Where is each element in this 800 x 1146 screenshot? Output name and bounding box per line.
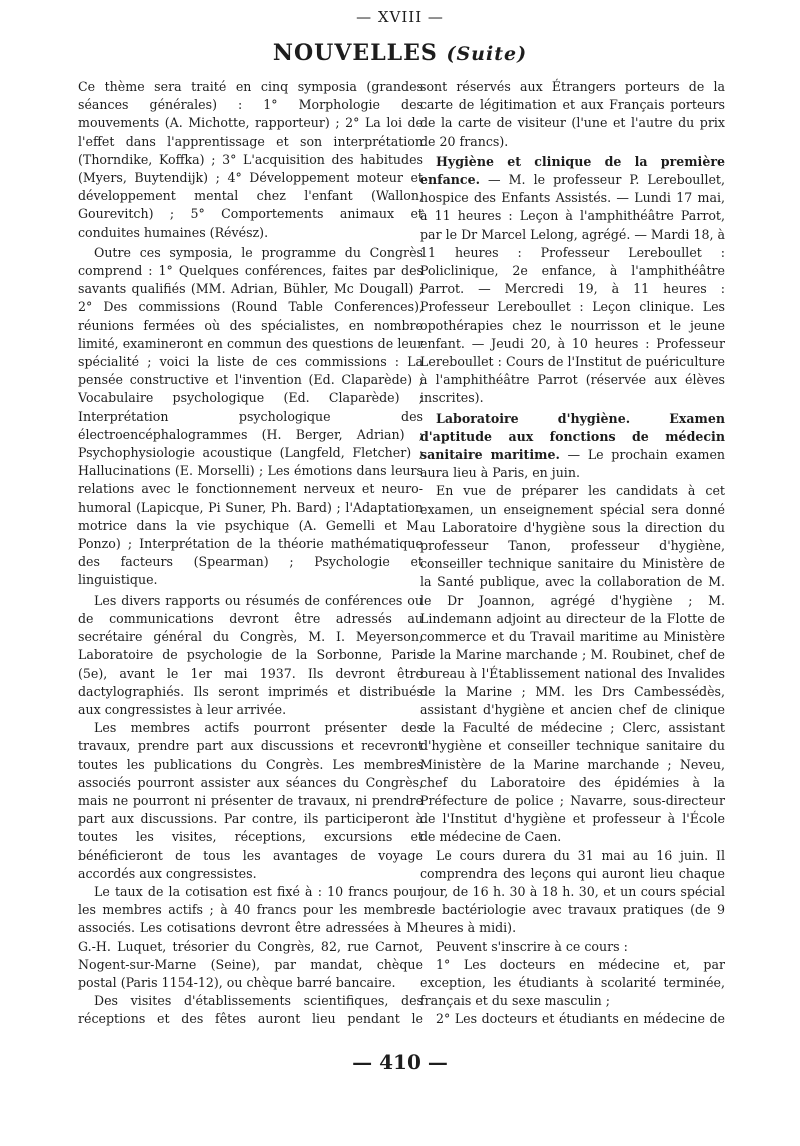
paragraph: Le cours durera du 31 mai au 16 juin. Il comprendra des leçons qui auront lieu chaque jour, de 16 h. 30 à 18 h. 30, et un cours spécial de bactériologie avec travaux pratiques (de 9 heures à midi). bbox=[420, 847, 725, 936]
paragraph: En vue de préparer les candidats à cet examen, un enseignement spécial sera donné au Laboratoire d'hygiène sous la direction du professeur Tanon, professeur d'hygiène, conseiller technique sanitaire du Ministère de la Santé publique, avec la collaboration de M. le Dr Joannon, agrégé d'hygiène ; M. Lindemann adjoint au directeur de la Flotte de commerce et du Travail maritime au Ministère de la Marine marchande ; M. Roubinet, chef de bureau à l'Établissement national des Invalides de la Marine ; MM. les Drs Cambessédès, assistant d'hygiène et ancien chef de clinique de la Faculté de médecine ; Clerc, assistant d'hygiène et conseiller technique sanitaire du Ministère de la Marine marchande ; Neveu, chef du Laboratoire des épidémies à la Préfecture de police ; Navarre, sous-directeur de l'Institut d'hygiène et professeur à l'École de médecine de Caen. bbox=[420, 483, 725, 845]
left-column bbox=[78, 78, 423, 1028]
paragraph: Le taux de la cotisation est fixé à : 10 francs pour les membres actifs ; à 40 francs pour les membres associés. Les cotisations devront être adressées à M. G.-H. Luquet, trésorier du Congrès, 82, rue Carnot, Nogent-sur-Marne (Seine), par mandat, chèque postal (Paris 1154-12), ou chèque barré bancaire. bbox=[78, 883, 423, 990]
list-item: 2° Les docteurs et étudiants en médecine de bbox=[436, 1011, 725, 1027]
paragraph: Les divers rapports ou résumés de conférences ou de communications devront être adressés au secrétaire général du Congrès, M. I. Meyerson, Laboratoire de psychologie de la Sorbonne, Paris (5e), avant le 1er mai 1937. Ils devront être dactylographiés. Ils seront imprimés et distribués aux congressistes à leur arrivée. bbox=[78, 592, 423, 717]
section-title-suite: (Suite) bbox=[446, 43, 528, 65]
paragraph: Des visites d'établissements scientifiques, des réceptions et des fêtes auront lieu pendant le bbox=[78, 993, 423, 1027]
paragraph: Les membres actifs pourront présenter des travaux, prendre part aux discussions et recevront toutes les publications du Congrès. Les membres associés pourront assister aux séances du Congrès, mais ne pourront ni présenter de travaux, ni prendre part aux discussions. Par contre, ils participeront à toutes les visites, réceptions, excursions et bénéficieront de tous les avantages de voyage accordés aux congressistes. bbox=[78, 720, 423, 881]
heading-laboratoire-hygiene: Laboratoire d'hygiène. Examen d'aptitude aux fonctions de médecin sanitaire maritime. bbox=[420, 410, 725, 463]
paragraph: Peuvent s'inscrire à ce cours : bbox=[436, 938, 628, 954]
page-number: — 410 — bbox=[352, 1050, 448, 1074]
paragraph-hygiene-enfance bbox=[420, 153, 725, 408]
paragraph: Ce thème sera traité en cinq symposia (grandes séances générales) : 1° Morphologie des mouvements (A. Michotte, rapporteur) ; 2° La loi de l'effet dans l'apprentissage et son interprétation (Thorndike, Koffka) ; 3° L'acquisition des habitudes (Myers, Buytendijk) ; 4° Développement moteur et développement mental chez l'enfant (Wallon, Gourevitch) ; 5° Comportements animaux et conduites humaines (Révész). bbox=[78, 79, 423, 240]
heading-hygiene-enfance: Hygiène et clinique de la première enfance. bbox=[420, 153, 725, 188]
folio-number: — XVIII — bbox=[356, 8, 444, 26]
list-item: 1° Les docteurs en médecine et, par exception, les étudiants à scolarité terminée, français et du sexe masculin ; bbox=[420, 956, 725, 1009]
paragraph-body: — M. le professeur P. Lereboullet, hospice des Enfants Assistés. — Lundi 17 mai, à 11 heures : Leçon à l'amphithéâtre Parrot, par le Dr Marcel Lelong, agrégé. — Mardi 18, à 11 heures : Professeur Lereboullet : Policlinique, 2e enfance, à l'amphithéâtre Parrot. — Mercredi 19, à 11 heures : Professeur Lereboullet : Leçon clinique. Les opothérapies chez le nourrisson et le jeune enfant. — Jeudi 20, à 10 heures : Professeur Lereboullet : Cours de l'Institut de puériculture à l'amphithéâtre Parrot (réservée aux élèves inscrites). bbox=[420, 172, 725, 406]
paragraph-laboratoire-hygiene bbox=[420, 410, 725, 483]
section-title bbox=[0, 40, 800, 66]
section-title-text: NOUVELLES bbox=[272, 40, 438, 66]
right-column bbox=[420, 78, 725, 1028]
paragraph: sont réservés aux Étrangers porteurs de la carte de légitimation et aux Français porteurs de la carte de visiteur (l'une et l'autre du prix de 20 francs). bbox=[420, 79, 725, 149]
paragraph: Outre ces symposia, le programme du Congrès comprend : 1° Quelques conférences, faites par des savants qualifiés (MM. Adrian, Bühler, Mc Dougall) ; 2° Des commissions (Round Table Conferences), réunions fermées où des spécialistes, en nombre limité, examineront en commun des questions de leur spécialité ; voici la liste de ces commissions : La pensée constructive et l'invention (Ed. Claparède) ; Vocabulaire psychologique (Ed. Claparède) ; Interprétation psychologique des électroencéphalogrammes (H. Berger, Adrian) ; Psychophysiologie acoustique (Langfeld, Fletcher) ; Hallucinations (E. Morselli) ; Les émotions dans leurs relations avec le fonctionnement nerveux et neuro-humoral (Lapicque, Pi Suner, Ph. Bard) ; l'Adaptation motrice dans la vie psychique (A. Gemelli et M. Ponzo) ; Interprétation de la théorie mathématique des facteurs (Spearman) ; Psychologie et linguistique. bbox=[78, 244, 423, 588]
paragraph-body: — Le prochain examen aura lieu à Paris, en juin. bbox=[420, 447, 725, 481]
